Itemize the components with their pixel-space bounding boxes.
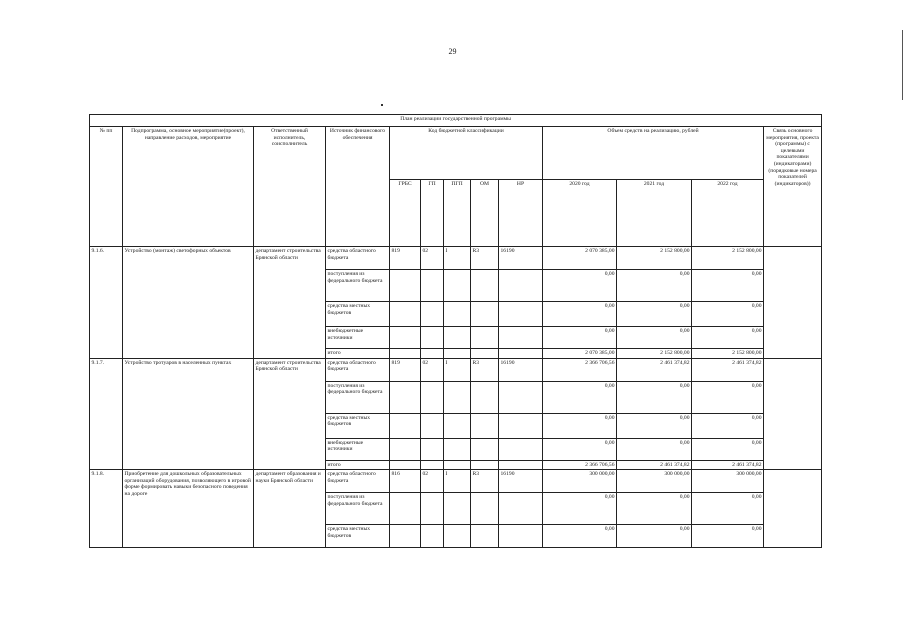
responsible-executor: департамент образования и науки Брянской области <box>254 470 326 548</box>
code-grbs: 819 <box>390 247 421 270</box>
amount-2021: 0,00 <box>617 381 692 413</box>
total-2020: 2 366 706,56 <box>543 460 617 470</box>
header-gp: ГП <box>421 179 444 246</box>
indicator-link <box>764 358 822 470</box>
amount-2020: 0,00 <box>543 413 617 438</box>
amount-2020: 0,00 <box>543 381 617 413</box>
total-2022: 2 152 800,00 <box>692 349 764 359</box>
amount-2021: 0,00 <box>617 413 692 438</box>
header-source: Источник финансового обеспечения <box>326 127 390 247</box>
responsible-executor: департамент строительства Брянской области <box>254 247 326 359</box>
source-external: внебюджетные источники <box>326 438 390 460</box>
amount-2021: 0,00 <box>617 302 692 327</box>
source-federal: поступления из федерального бюджета <box>326 381 390 413</box>
amount-2020: 300 000,00 <box>543 470 617 493</box>
code-nr: 16190 <box>499 470 543 493</box>
header-volume: Объем средств на реализацию, рублей <box>543 127 764 180</box>
source-external: внебюджетные источники <box>326 327 390 349</box>
total-2021: 2 152 800,00 <box>617 349 692 359</box>
code-pgp: I <box>444 470 471 493</box>
source-regional: средства областного бюджета <box>326 247 390 270</box>
code-grbs: 819 <box>390 358 421 381</box>
scan-speck <box>381 104 383 106</box>
activity-name: Устройство (монтаж) светофорных объектов <box>123 247 254 359</box>
code-om: R3 <box>471 358 499 381</box>
row-number: 9.1.7. <box>90 358 123 470</box>
source-total: итого <box>326 349 390 359</box>
activity-name: Устройство тротуаров в населенных пунктах <box>123 358 254 470</box>
scan-edge-line <box>902 30 903 100</box>
code-nr: 16190 <box>499 358 543 381</box>
source-total: итого <box>326 460 390 470</box>
responsible-executor: департамент строительства Брянской области <box>254 358 326 470</box>
code-grbs: 816 <box>390 470 421 493</box>
header-num: № пп <box>90 127 123 247</box>
code-pgp: I <box>444 247 471 270</box>
header-2020: 2020 год <box>543 179 617 246</box>
amount-2020: 2 366 706,56 <box>543 358 617 381</box>
amount-2020: 2 070 385,00 <box>543 247 617 270</box>
amount-2021: 0,00 <box>617 493 692 525</box>
code-nr: 16190 <box>499 247 543 270</box>
source-local: средства местных бюджетов <box>326 302 390 327</box>
code-om: R3 <box>471 470 499 493</box>
source-regional: средства областного бюджета <box>326 470 390 493</box>
header-nr: НР <box>499 179 543 246</box>
header-responsible: Ответственный исполнитель, соисполнитель <box>254 127 326 247</box>
amount-2021: 2 152 800,00 <box>617 247 692 270</box>
header-pgp: ПГП <box>444 179 471 246</box>
amount-2022: 0,00 <box>692 327 764 349</box>
row-number: 9.1.8. <box>90 470 123 548</box>
header-grbs: ГРБС <box>390 179 421 246</box>
indicator-link <box>764 470 822 548</box>
source-federal: поступления из федерального бюджета <box>326 270 390 302</box>
amount-2022: 0,00 <box>692 493 764 525</box>
header-budget-code: Код бюджетной классификации <box>390 127 543 180</box>
amount-2021: 0,00 <box>617 270 692 302</box>
activity-name: Приобретение для дошкольных образовательных организаций оборудования, позволяющего в игровой форме формировать навыки безопасного поведения на дороге <box>123 470 254 548</box>
header-2022: 2022 год <box>692 179 764 246</box>
amount-2022: 0,00 <box>692 270 764 302</box>
amount-2021: 0,00 <box>617 525 692 548</box>
code-pgp: I <box>444 358 471 381</box>
amount-2020: 0,00 <box>543 493 617 525</box>
amount-2020: 0,00 <box>543 525 617 548</box>
header-subprogram: Подпрограмма, основное мероприятие(проект), направление расходов, мероприятие <box>123 127 254 247</box>
row-number: 9.1.6. <box>90 247 123 359</box>
total-2020: 2 070 385,00 <box>543 349 617 359</box>
amount-2022: 0,00 <box>692 413 764 438</box>
code-gp: 02 <box>421 470 444 493</box>
amount-2021: 300 000,00 <box>617 470 692 493</box>
amount-2022: 2 152 800,00 <box>692 247 764 270</box>
source-federal: поступления из федерального бюджета <box>326 493 390 525</box>
total-2022: 2 461 374,82 <box>692 460 764 470</box>
amount-2022: 0,00 <box>692 525 764 548</box>
code-om: R3 <box>471 247 499 270</box>
indicator-link <box>764 247 822 359</box>
amount-2022: 0,00 <box>692 302 764 327</box>
table-caption: План реализации государственной программы <box>90 115 822 127</box>
code-gp: 02 <box>421 247 444 270</box>
amount-2020: 0,00 <box>543 302 617 327</box>
amount-2022: 0,00 <box>692 438 764 460</box>
amount-2021: 0,00 <box>617 327 692 349</box>
header-om: ОМ <box>471 179 499 246</box>
amount-2020: 0,00 <box>543 270 617 302</box>
source-local: средства местных бюджетов <box>326 525 390 548</box>
amount-2022: 0,00 <box>692 381 764 413</box>
header-link: Связь основного мероприятия, проекта (программы) с целевыми показателями (индикаторами) (порядковые номера показателей (индикаторов)) <box>764 127 822 247</box>
amount-2020: 0,00 <box>543 438 617 460</box>
amount-2022: 300 000,00 <box>692 470 764 493</box>
amount-2022: 2 461 374,82 <box>692 358 764 381</box>
source-regional: средства областного бюджета <box>326 358 390 381</box>
program-plan-table <box>89 114 822 548</box>
page-number: 29 <box>448 47 457 56</box>
amount-2021: 2 461 374,82 <box>617 358 692 381</box>
source-local: средства местных бюджетов <box>326 413 390 438</box>
total-2021: 2 461 374,82 <box>617 460 692 470</box>
amount-2020: 0,00 <box>543 327 617 349</box>
amount-2021: 0,00 <box>617 438 692 460</box>
code-gp: 02 <box>421 358 444 381</box>
header-2021: 2021 год <box>617 179 692 246</box>
